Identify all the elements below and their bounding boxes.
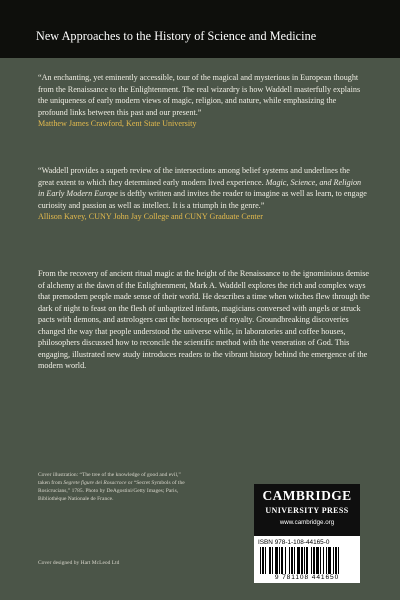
barcode-bar	[335, 547, 337, 574]
barcode-bar	[316, 547, 319, 574]
quote-1-attribution: Matthew James Crawford, Kent State University	[38, 119, 197, 129]
barcode-bar	[328, 547, 331, 574]
quote-2-text	[38, 165, 368, 211]
barcode-bar	[281, 547, 283, 574]
quote-1-text: “An enchanting, yet eminently accessible, tour of the magical and mysterious in European thought from the Renaissance to the Enlightenment. The real wizardry is how Waddell masterfully explains the uniqueness of early modern views of magic, religion, and nature, while emphasizing the profound links between this past and our present.”	[38, 73, 361, 117]
caption-italic-title: Segrete figure dei Rosacroce	[63, 480, 127, 487]
endorsement-quote-2	[38, 165, 368, 223]
quote-2-text-after: is deftly written and invites the reader to imagine as well as learn, to engage curiosity and passion as well as intellect. It is a triumph in the genre.”	[38, 189, 367, 210]
quote-2-text-before: “Waddell provides a superb review of the intersections among belief systems and underlines the great extent to which they determined early modern lived experience.	[38, 166, 350, 187]
barcode-bar	[285, 547, 286, 574]
isbn-barcode	[254, 536, 360, 583]
book-description	[38, 268, 372, 372]
barcode-bar	[289, 547, 290, 574]
barcode-number: 9 781108 441650	[274, 574, 340, 581]
barcode-bar	[275, 547, 278, 574]
barcode-bar	[272, 547, 273, 574]
cover-illustration-credit	[38, 471, 190, 503]
barcode-bar	[297, 547, 300, 574]
publisher-url: www.cambridge.org	[279, 519, 335, 526]
barcode-bar	[301, 547, 303, 574]
barcode-bar	[313, 547, 315, 574]
barcode-bar	[262, 547, 264, 574]
barcode-icon	[260, 547, 354, 574]
caption-after: or “Secret Symbols of the Rosicrucians,” 1785. Photo by DeAgostini/Getty Images; Paris, Bibliothèque Nationale de France.	[38, 480, 185, 503]
description-text: From the recovery of ancient ritual magic at the height of the Renaissance to the ignominious demise of alchemy at the dawn of the Enlightenment, Mark A. Waddell explores the rich and complex ways that premodern people made sense of their world. He describes a time when witches flew through the dark of night to feast on the flesh of unbaptized infants, magicians conversed with angels or struck pacts with demons, and astrologers cast the horoscopes of royalty. Groundbreaking discoveries changed the way that people understood the universe while, in laboratories and coffee houses, philosophers discussed how to reconcile the scientific method with the veneration of God. This engaging, illustrated new study introduces readers to the vibrant history behind the emergence of the modern world.	[38, 269, 370, 371]
barcode-bar	[338, 547, 339, 574]
endorsement-quote-1	[38, 72, 368, 130]
barcode-bar	[265, 547, 266, 574]
publisher-subtitle: UNIVERSITY PRESS	[265, 506, 349, 515]
quote-2-attribution: Allison Kavey, CUNY John Jay College and CUNY Graduate Center	[38, 212, 263, 222]
isbn-label: ISBN 978-1-108-44165-0	[258, 539, 330, 546]
barcode-bar	[320, 547, 321, 574]
barcode-bar	[269, 547, 271, 574]
barcode-bar	[326, 547, 327, 574]
book-title: Magic, Science, and Religion in Early Modern Europe	[38, 177, 362, 199]
barcode-bar	[323, 547, 324, 574]
series-band	[0, 0, 400, 58]
series-title: New Approaches to the History of Science and Medicine	[36, 29, 317, 43]
barcode-bar	[294, 547, 295, 574]
barcode-bar	[291, 547, 293, 574]
publisher-logo	[254, 484, 360, 536]
barcode-bar	[311, 547, 312, 574]
barcode-bar	[260, 547, 261, 574]
caption-before: Cover illustration: “The tree of the knowledge of good and evil,” taken from	[38, 472, 181, 487]
publisher-name: CAMBRIDGE	[262, 488, 352, 503]
cover-designer-credit: Cover designed by Hart McLeod Ltd	[38, 560, 120, 566]
barcode-bar	[279, 547, 280, 574]
barcode-bar	[333, 547, 334, 574]
barcode-bar	[304, 547, 305, 574]
barcode-bar	[306, 547, 308, 574]
